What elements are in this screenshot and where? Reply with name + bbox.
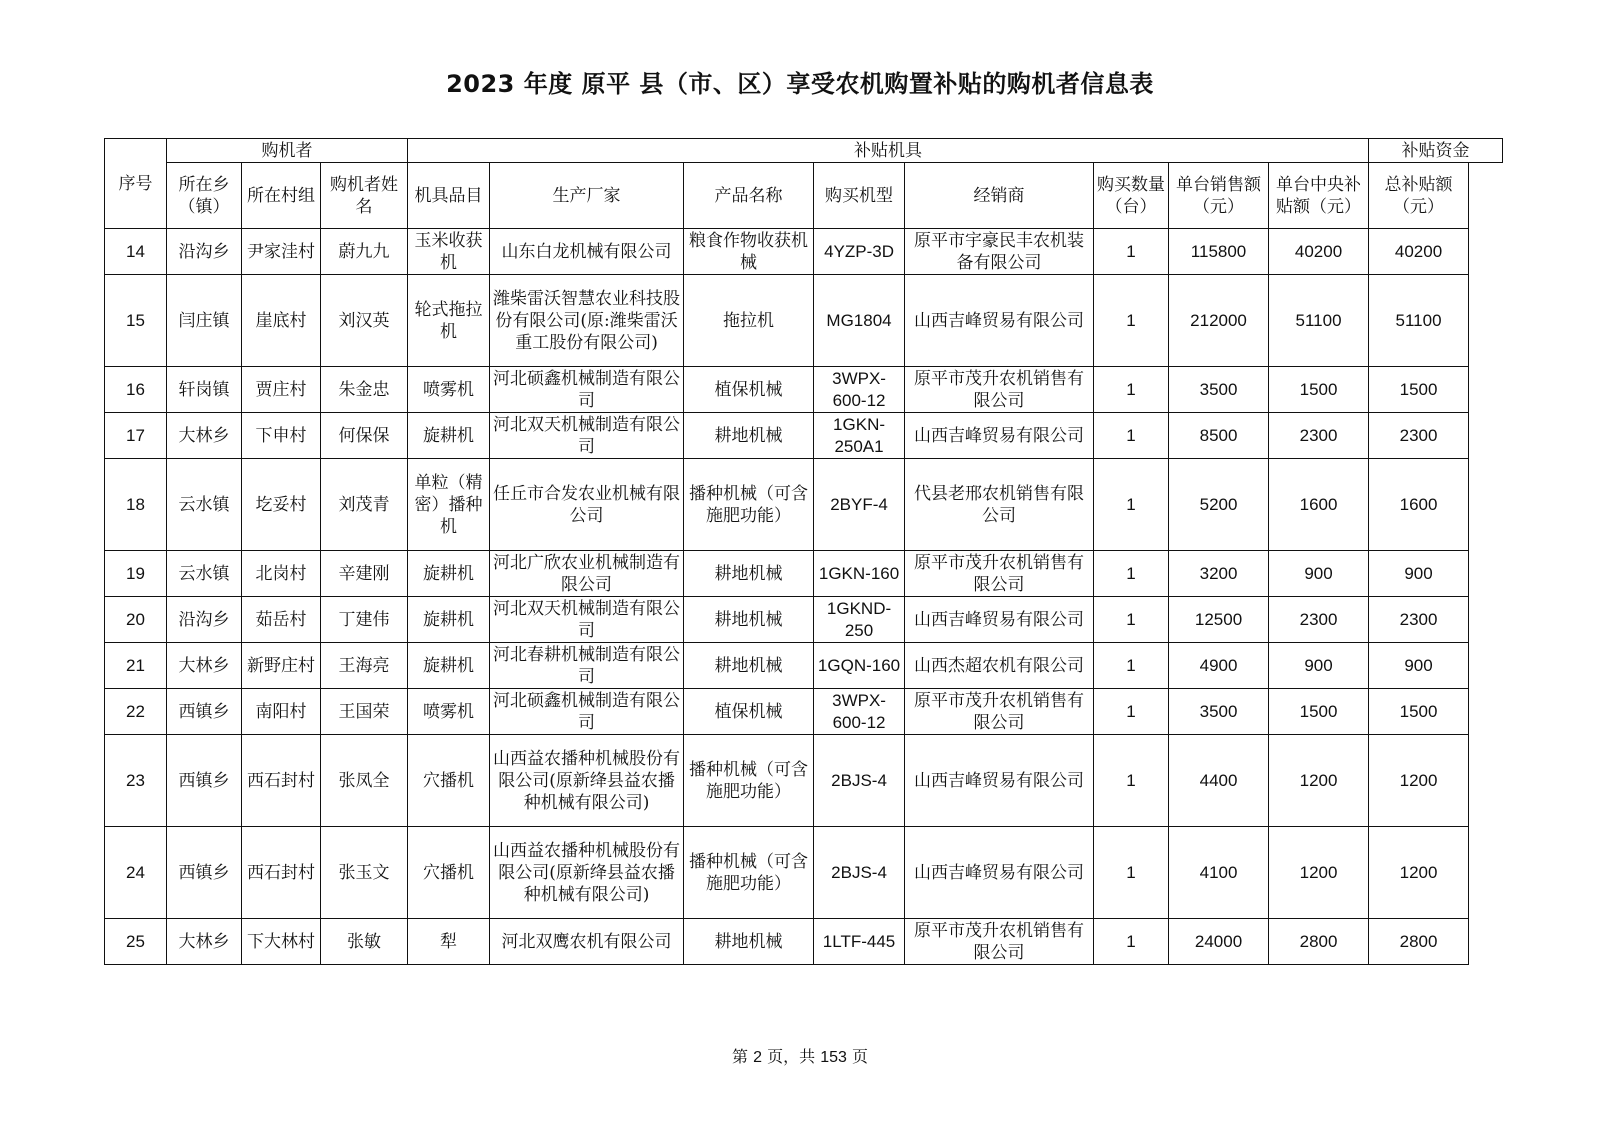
cell-model: MG1804 xyxy=(814,275,905,367)
cell-product: 耕地机械 xyxy=(684,597,814,643)
cell-category: 旋耕机 xyxy=(408,413,490,459)
cell-buyer: 张凤全 xyxy=(321,735,408,827)
cell-dealer: 山西吉峰贸易有限公司 xyxy=(905,735,1094,827)
cell-manufacturer: 河北广欣农业机械制造有限公司 xyxy=(490,551,684,597)
cell-township: 云水镇 xyxy=(167,459,242,551)
cell-model: 1GKN-250A1 xyxy=(814,413,905,459)
cell-quantity: 1 xyxy=(1094,689,1169,735)
cell-village: 北岗村 xyxy=(242,551,321,597)
cell-buyer: 何保保 xyxy=(321,413,408,459)
cell-quantity: 1 xyxy=(1094,643,1169,689)
cell-dealer: 山西吉峰贸易有限公司 xyxy=(905,275,1094,367)
cell-category: 旋耕机 xyxy=(408,597,490,643)
cell-quantity: 1 xyxy=(1094,919,1169,965)
cell-seq: 20 xyxy=(105,597,167,643)
cell-manufacturer: 山西益农播种机械股份有限公司(原新绛县益农播种机械有限公司) xyxy=(490,735,684,827)
cell-township: 大林乡 xyxy=(167,919,242,965)
header-group-fund: 补贴资金 xyxy=(1369,139,1503,163)
cell-model: 2BJS-4 xyxy=(814,827,905,919)
cell-model: 2BJS-4 xyxy=(814,735,905,827)
cell-township: 大林乡 xyxy=(167,413,242,459)
cell-seq: 24 xyxy=(105,827,167,919)
cell-township: 西镇乡 xyxy=(167,827,242,919)
cell-unit-price: 3200 xyxy=(1169,551,1269,597)
cell-manufacturer: 河北硕鑫机械制造有限公司 xyxy=(490,689,684,735)
cell-buyer: 刘汉英 xyxy=(321,275,408,367)
cell-unit-subsidy: 2800 xyxy=(1269,919,1369,965)
cell-seq: 22 xyxy=(105,689,167,735)
page-title: 2023 年度 原平 县（市、区）享受农机购置补贴的购机者信息表 xyxy=(446,70,1154,98)
header-group-buyer: 购机者 xyxy=(167,139,408,163)
table-row xyxy=(105,551,1503,597)
cell-dealer: 原平市茂升农机销售有限公司 xyxy=(905,551,1094,597)
cell-unit-subsidy: 40200 xyxy=(1269,229,1369,275)
header-seq: 序号 xyxy=(105,139,167,229)
cell-product: 播种机械（可含施肥功能） xyxy=(684,827,814,919)
cell-manufacturer: 河北春耕机械制造有限公司 xyxy=(490,643,684,689)
cell-model: 1LTF-445 xyxy=(814,919,905,965)
cell-product: 耕地机械 xyxy=(684,551,814,597)
footer-middle: 页，共 xyxy=(767,1047,816,1066)
table-row xyxy=(105,459,1503,551)
cell-category: 玉米收获机 xyxy=(408,229,490,275)
header-product: 产品名称 xyxy=(684,163,814,229)
cell-total-subsidy: 2300 xyxy=(1369,597,1469,643)
cell-category: 旋耕机 xyxy=(408,551,490,597)
cell-model: 3WPX-600-12 xyxy=(814,367,905,413)
cell-village: 新野庄村 xyxy=(242,643,321,689)
cell-unit-subsidy: 1600 xyxy=(1269,459,1369,551)
header-dealer: 经销商 xyxy=(905,163,1094,229)
cell-township: 轩岗镇 xyxy=(167,367,242,413)
cell-dealer: 山西杰超农机有限公司 xyxy=(905,643,1094,689)
header-group-machine: 补贴机具 xyxy=(408,139,1369,163)
cell-unit-subsidy: 900 xyxy=(1269,643,1369,689)
cell-manufacturer: 潍柴雷沃智慧农业科技股份有限公司(原:潍柴雷沃重工股份有限公司) xyxy=(490,275,684,367)
cell-seq: 21 xyxy=(105,643,167,689)
cell-total-subsidy: 2800 xyxy=(1369,919,1469,965)
table-row xyxy=(105,275,1503,367)
table-row xyxy=(105,919,1503,965)
cell-unit-price: 212000 xyxy=(1169,275,1269,367)
cell-unit-price: 8500 xyxy=(1169,413,1269,459)
cell-seq: 14 xyxy=(105,229,167,275)
cell-unit-price: 4100 xyxy=(1169,827,1269,919)
cell-seq: 19 xyxy=(105,551,167,597)
cell-buyer: 丁建伟 xyxy=(321,597,408,643)
cell-quantity: 1 xyxy=(1094,459,1169,551)
cell-village: 西石封村 xyxy=(242,827,321,919)
cell-product: 播种机械（可含施肥功能） xyxy=(684,459,814,551)
cell-product: 播种机械（可含施肥功能） xyxy=(684,735,814,827)
header-manufacturer: 生产厂家 xyxy=(490,163,684,229)
cell-unit-subsidy: 1200 xyxy=(1269,827,1369,919)
cell-buyer: 辛建刚 xyxy=(321,551,408,597)
footer-page-number: 2 xyxy=(753,1049,762,1066)
subsidy-table xyxy=(104,138,1503,965)
cell-manufacturer: 任丘市合发农业机械有限公司 xyxy=(490,459,684,551)
cell-unit-subsidy: 900 xyxy=(1269,551,1369,597)
cell-model: 1GQN-160 xyxy=(814,643,905,689)
cell-category: 穴播机 xyxy=(408,827,490,919)
footer-suffix: 页 xyxy=(852,1047,869,1066)
header-township: 所在乡（镇） xyxy=(167,163,242,229)
header-quantity: 购买数量（台） xyxy=(1094,163,1169,229)
table-row xyxy=(105,229,1503,275)
cell-model: 1GKND-250 xyxy=(814,597,905,643)
cell-village: 西石封村 xyxy=(242,735,321,827)
cell-seq: 15 xyxy=(105,275,167,367)
cell-manufacturer: 河北双鹰农机有限公司 xyxy=(490,919,684,965)
cell-township: 西镇乡 xyxy=(167,735,242,827)
cell-model: 4YZP-3D xyxy=(814,229,905,275)
cell-category: 喷雾机 xyxy=(408,689,490,735)
cell-quantity: 1 xyxy=(1094,827,1169,919)
cell-category: 单粒（精密）播种机 xyxy=(408,459,490,551)
header-category: 机具品目 xyxy=(408,163,490,229)
cell-township: 西镇乡 xyxy=(167,689,242,735)
cell-seq: 18 xyxy=(105,459,167,551)
cell-township: 沿沟乡 xyxy=(167,597,242,643)
cell-total-subsidy: 900 xyxy=(1369,551,1469,597)
cell-category: 犁 xyxy=(408,919,490,965)
cell-unit-price: 3500 xyxy=(1169,689,1269,735)
cell-buyer: 蔚九九 xyxy=(321,229,408,275)
cell-quantity: 1 xyxy=(1094,597,1169,643)
cell-village: 崖底村 xyxy=(242,275,321,367)
cell-unit-subsidy: 2300 xyxy=(1269,597,1369,643)
cell-model: 3WPX-600-12 xyxy=(814,689,905,735)
cell-manufacturer: 河北双天机械制造有限公司 xyxy=(490,597,684,643)
cell-product: 拖拉机 xyxy=(684,275,814,367)
cell-manufacturer: 山东白龙机械有限公司 xyxy=(490,229,684,275)
cell-unit-price: 24000 xyxy=(1169,919,1269,965)
cell-total-subsidy: 1500 xyxy=(1369,689,1469,735)
cell-buyer: 王海亮 xyxy=(321,643,408,689)
header-row-group xyxy=(105,139,1503,163)
cell-dealer: 原平市茂升农机销售有限公司 xyxy=(905,689,1094,735)
table-row xyxy=(105,827,1503,919)
cell-dealer: 山西吉峰贸易有限公司 xyxy=(905,597,1094,643)
cell-village: 下申村 xyxy=(242,413,321,459)
cell-manufacturer: 河北硕鑫机械制造有限公司 xyxy=(490,367,684,413)
cell-product: 耕地机械 xyxy=(684,413,814,459)
header-model: 购买机型 xyxy=(814,163,905,229)
cell-seq: 23 xyxy=(105,735,167,827)
cell-buyer: 王国荣 xyxy=(321,689,408,735)
cell-model: 1GKN-160 xyxy=(814,551,905,597)
cell-unit-price: 3500 xyxy=(1169,367,1269,413)
cell-total-subsidy: 1500 xyxy=(1369,367,1469,413)
footer-total-pages: 153 xyxy=(820,1049,847,1066)
cell-unit-subsidy: 1200 xyxy=(1269,735,1369,827)
cell-dealer: 原平市茂升农机销售有限公司 xyxy=(905,919,1094,965)
cell-unit-subsidy: 2300 xyxy=(1269,413,1369,459)
cell-village: 茹岳村 xyxy=(242,597,321,643)
cell-unit-subsidy: 51100 xyxy=(1269,275,1369,367)
cell-manufacturer: 河北双天机械制造有限公司 xyxy=(490,413,684,459)
cell-total-subsidy: 1600 xyxy=(1369,459,1469,551)
cell-unit-price: 5200 xyxy=(1169,459,1269,551)
cell-model: 2BYF-4 xyxy=(814,459,905,551)
footer-prefix: 第 xyxy=(731,1047,748,1066)
cell-quantity: 1 xyxy=(1094,367,1169,413)
table-row xyxy=(105,597,1503,643)
cell-quantity: 1 xyxy=(1094,551,1169,597)
cell-product: 粮食作物收获机械 xyxy=(684,229,814,275)
cell-dealer: 原平市宇豪民丰农机装备有限公司 xyxy=(905,229,1094,275)
cell-buyer: 朱金忠 xyxy=(321,367,408,413)
cell-quantity: 1 xyxy=(1094,275,1169,367)
cell-seq: 17 xyxy=(105,413,167,459)
cell-dealer: 原平市茂升农机销售有限公司 xyxy=(905,367,1094,413)
cell-category: 旋耕机 xyxy=(408,643,490,689)
cell-category: 喷雾机 xyxy=(408,367,490,413)
table-row xyxy=(105,735,1503,827)
cell-manufacturer: 山西益农播种机械股份有限公司(原新绛县益农播种机械有限公司) xyxy=(490,827,684,919)
header-village: 所在村组 xyxy=(242,163,321,229)
cell-dealer: 代县老邢农机销售有限公司 xyxy=(905,459,1094,551)
cell-seq: 25 xyxy=(105,919,167,965)
cell-village: 下大林村 xyxy=(242,919,321,965)
cell-unit-price: 4900 xyxy=(1169,643,1269,689)
cell-seq: 16 xyxy=(105,367,167,413)
cell-buyer: 张玉文 xyxy=(321,827,408,919)
page-footer xyxy=(0,1044,1600,1067)
header-unit-subsidy: 单台中央补贴额（元） xyxy=(1269,163,1369,229)
cell-quantity: 1 xyxy=(1094,229,1169,275)
cell-total-subsidy: 51100 xyxy=(1369,275,1469,367)
header-row-columns xyxy=(105,163,1503,229)
header-buyer-name: 购机者姓名 xyxy=(321,163,408,229)
cell-village: 尹家洼村 xyxy=(242,229,321,275)
cell-quantity: 1 xyxy=(1094,413,1169,459)
cell-category: 轮式拖拉机 xyxy=(408,275,490,367)
cell-village: 圪妥村 xyxy=(242,459,321,551)
cell-unit-price: 4400 xyxy=(1169,735,1269,827)
cell-buyer: 张敏 xyxy=(321,919,408,965)
cell-township: 大林乡 xyxy=(167,643,242,689)
cell-total-subsidy: 2300 xyxy=(1369,413,1469,459)
cell-unit-price: 115800 xyxy=(1169,229,1269,275)
cell-unit-price: 12500 xyxy=(1169,597,1269,643)
cell-total-subsidy: 900 xyxy=(1369,643,1469,689)
table-row xyxy=(105,367,1503,413)
cell-quantity: 1 xyxy=(1094,735,1169,827)
cell-village: 南阳村 xyxy=(242,689,321,735)
cell-dealer: 山西吉峰贸易有限公司 xyxy=(905,827,1094,919)
table-row xyxy=(105,643,1503,689)
cell-total-subsidy: 40200 xyxy=(1369,229,1469,275)
cell-buyer: 刘茂青 xyxy=(321,459,408,551)
cell-product: 植保机械 xyxy=(684,689,814,735)
cell-category: 穴播机 xyxy=(408,735,490,827)
table-row xyxy=(105,413,1503,459)
header-total-subsidy: 总补贴额（元） xyxy=(1369,163,1469,229)
cell-product: 耕地机械 xyxy=(684,643,814,689)
cell-product: 耕地机械 xyxy=(684,919,814,965)
cell-dealer: 山西吉峰贸易有限公司 xyxy=(905,413,1094,459)
cell-village: 贾庄村 xyxy=(242,367,321,413)
cell-product: 植保机械 xyxy=(684,367,814,413)
cell-total-subsidy: 1200 xyxy=(1369,827,1469,919)
cell-unit-subsidy: 1500 xyxy=(1269,367,1369,413)
cell-township: 云水镇 xyxy=(167,551,242,597)
cell-total-subsidy: 1200 xyxy=(1369,735,1469,827)
table-row xyxy=(105,689,1503,735)
header-unit-price: 单台销售额（元） xyxy=(1169,163,1269,229)
cell-township: 闫庄镇 xyxy=(167,275,242,367)
cell-unit-subsidy: 1500 xyxy=(1269,689,1369,735)
cell-township: 沿沟乡 xyxy=(167,229,242,275)
